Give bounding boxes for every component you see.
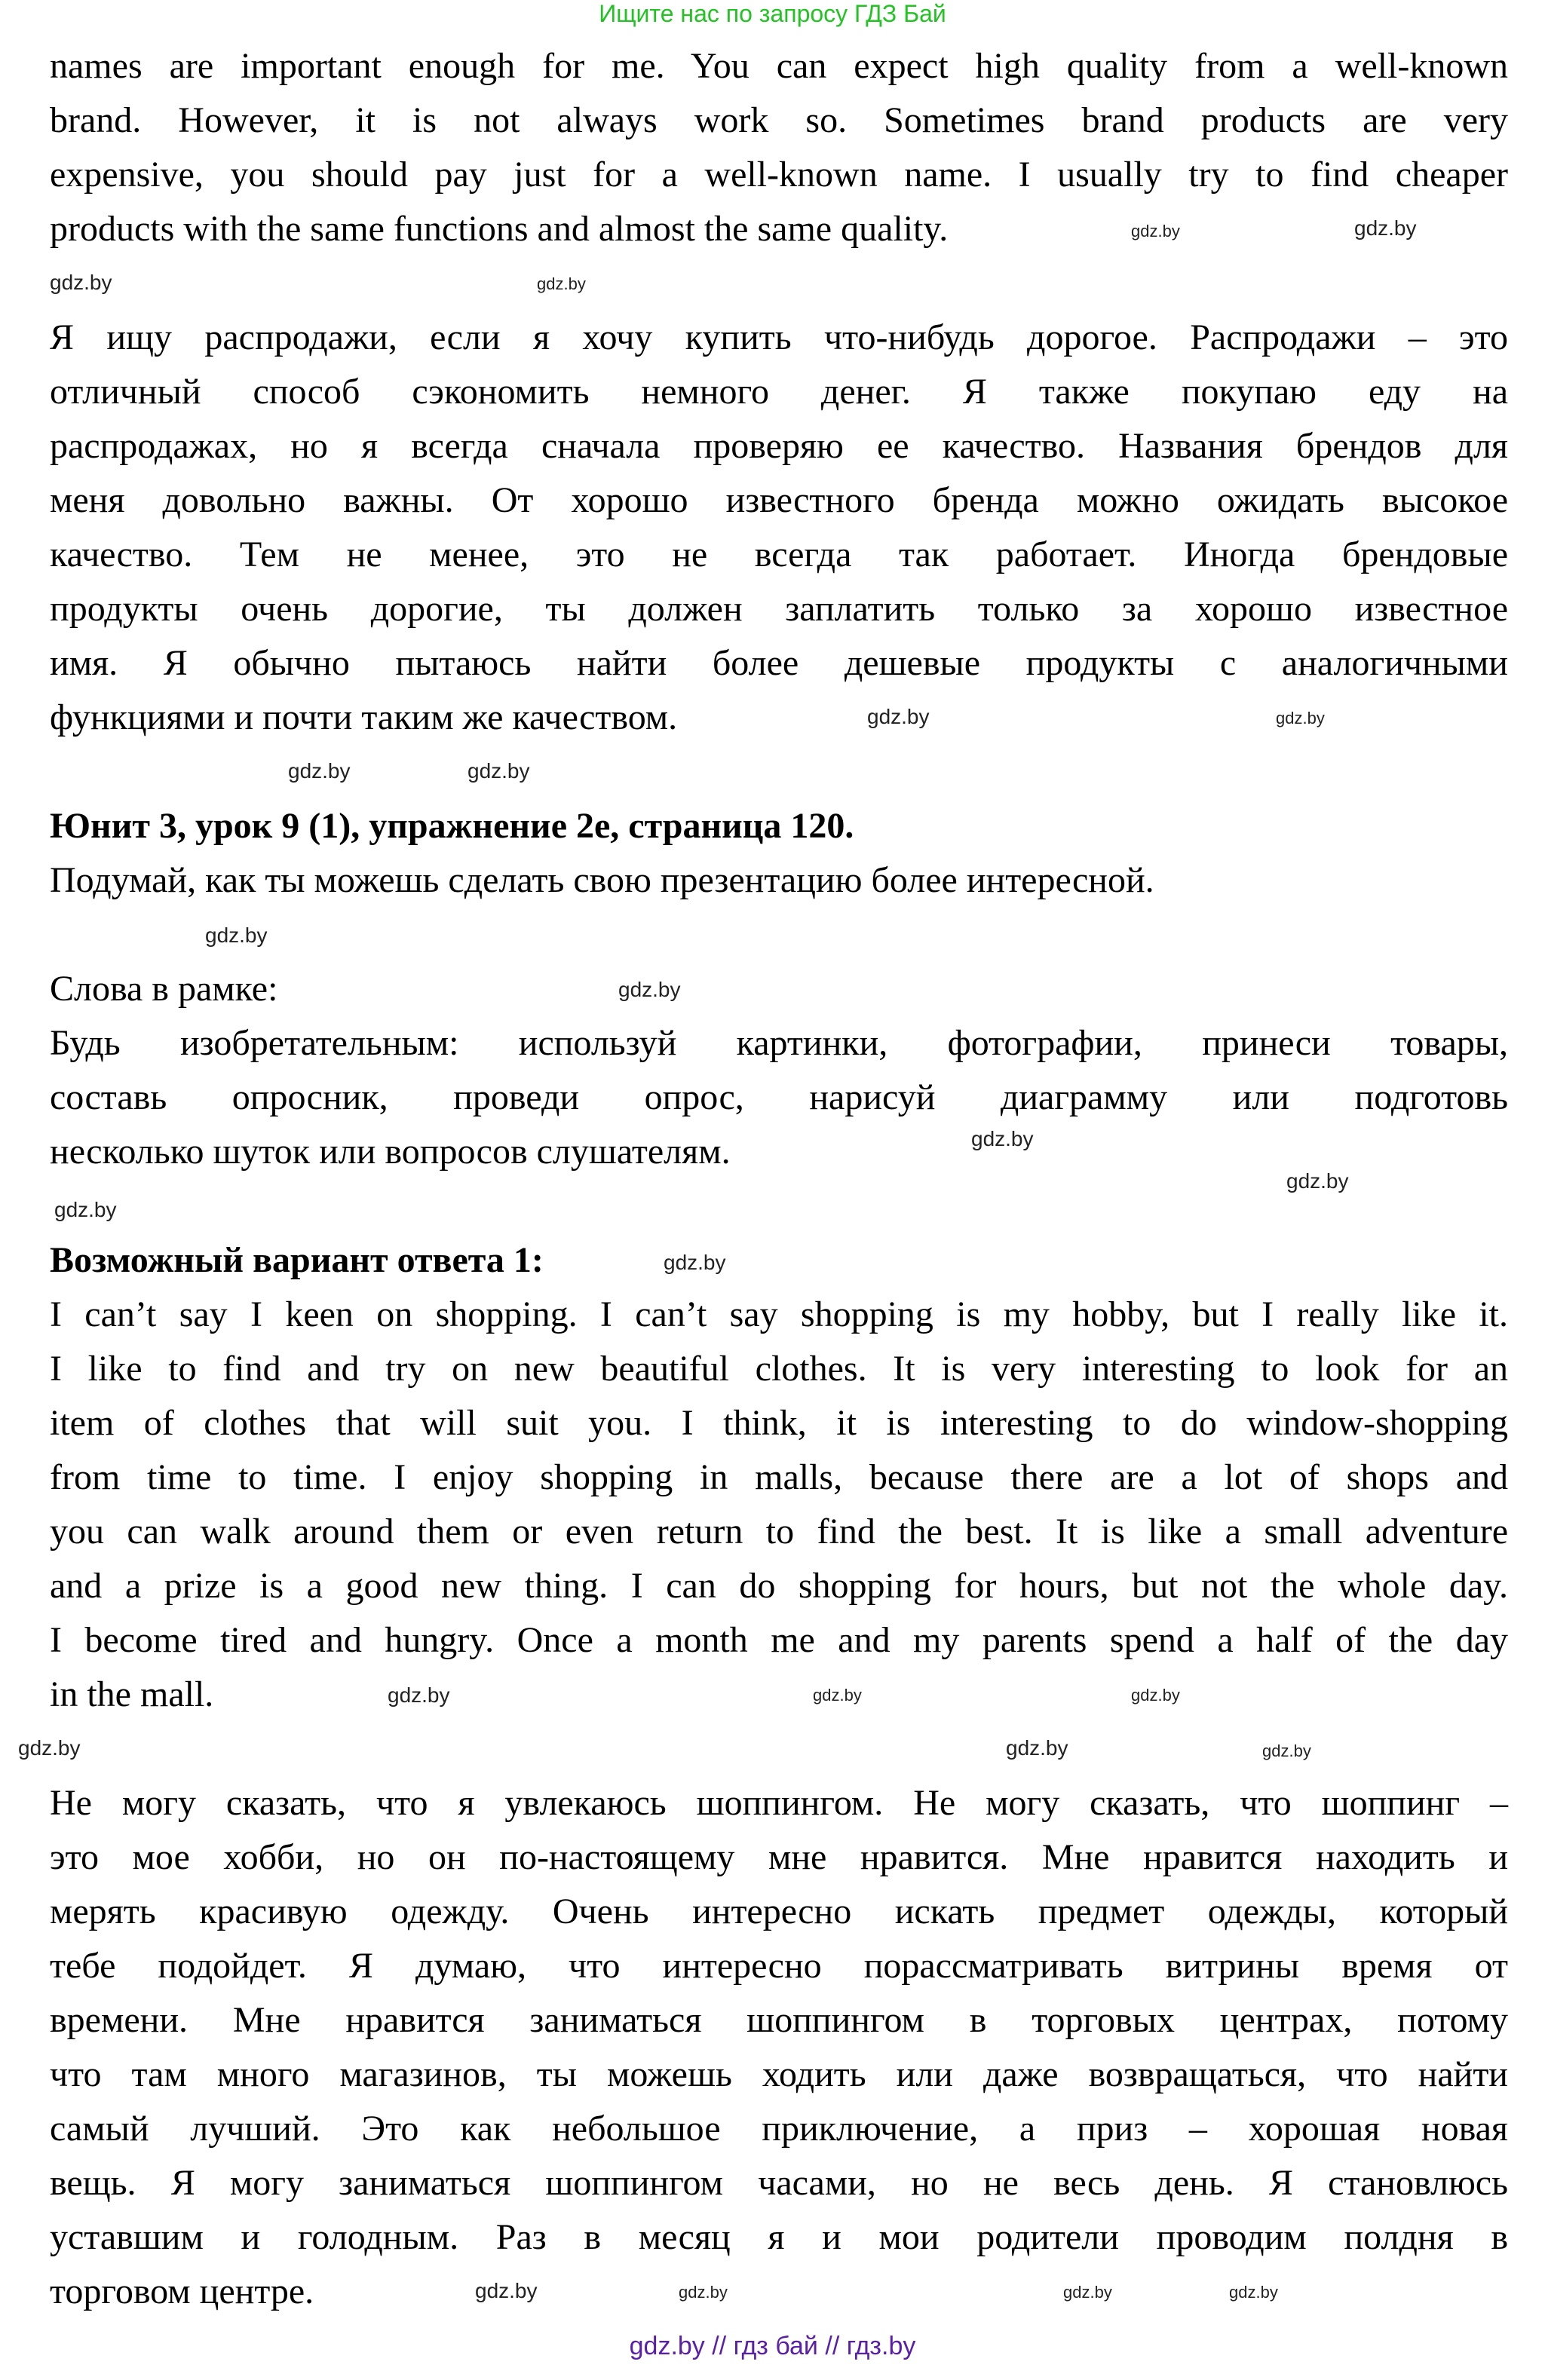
text-line: отличный способ сэкономить немного денег. Я также покупаю еду на <box>50 372 1508 412</box>
watermark: gdz.by <box>1006 1736 1068 1760</box>
paragraph <box>50 1776 1508 2319</box>
watermark: gdz.by <box>50 271 112 294</box>
text-line: Будь изобретательным: используй картинки, фотографии, принеси товары, <box>50 1023 1508 1063</box>
watermark: gdz.by <box>679 2283 728 2302</box>
watermark: gdz.by <box>475 2279 538 2302</box>
paragraph <box>50 311 1508 745</box>
text-line: тебе подойдет. Я думаю, что интересно порассматривать витрины время от <box>50 1946 1508 1986</box>
watermark: gdz.by <box>1131 1686 1180 1705</box>
watermark: gdz.by <box>1131 222 1180 240</box>
section-heading <box>50 799 1508 853</box>
paragraph-gap <box>50 256 1508 311</box>
text-line: item of clothes that will suit you. I think, it is interesting to do window-shopping <box>50 1403 1508 1443</box>
text-line: уставшим и голодным. Раз в месяц я и мои родители проводим полдня в <box>50 2217 1508 2257</box>
watermark: gdz.by <box>388 1683 450 1707</box>
text-line: I become tired and hungry. Once a month me and my parents spend a half of the day <box>50 1620 1508 1660</box>
text-line: in the mall. <box>50 1674 214 1714</box>
watermark: gdz.by <box>54 1198 117 1221</box>
watermark: gdz.by <box>1286 1169 1349 1193</box>
text-line: вещь. Я могу заниматься шоппингом часами, но не весь день. Я становлюсь <box>50 2163 1508 2203</box>
watermark: gdz.by <box>618 978 681 1001</box>
paragraph <box>50 1016 1508 1179</box>
text-line: Слова в рамке: <box>50 969 278 1009</box>
watermark: gdz.by <box>1262 1741 1311 1760</box>
section-heading <box>50 1233 1508 1288</box>
text-line: составь опросник, проведи опрос, нарисуй диаграмму или подготовь <box>50 1077 1508 1117</box>
text-line: это мое хобби, но он по-настоящему мне нравится. Мне нравится находить и <box>50 1837 1508 1877</box>
text-line: expensive, you should pay just for a well-known name. I usually try to find cheaper <box>50 155 1508 195</box>
text-line: продукты очень дорогие, ты должен заплатить только за хорошо известное <box>50 589 1508 629</box>
text-line: names are important enough for me. You can expect high quality from a well-known <box>50 46 1508 86</box>
text-line: Юнит 3, урок 9 (1), упражнение 2е, страница 120. <box>50 806 854 846</box>
text-line: I like to find and try on new beautiful clothes. It is very interesting to look for an <box>50 1349 1508 1389</box>
paragraph <box>50 1288 1508 1722</box>
text-line: products with the same functions and almost the same quality. <box>50 209 949 249</box>
text-line: you can walk around them or even return to find the best. It is like a small adventure <box>50 1512 1508 1551</box>
paragraph <box>50 853 1508 908</box>
watermark: gdz.by <box>1276 709 1325 727</box>
text-line: Не могу сказать, что я увлекаюсь шоппингом. Не могу сказать, что шоппинг – <box>50 1783 1508 1823</box>
watermark: gdz.by <box>1354 216 1417 240</box>
watermark: gdz.by <box>288 759 351 783</box>
text-line: I can’t say I keen on shopping. I can’t say shopping is my hobby, but I really like it. <box>50 1294 1508 1334</box>
text-line: меня довольно важны. От хорошо известного бренда можно ожидать высокое <box>50 480 1508 520</box>
text-line: мерять красивую одежду. Очень интересно искать предмет одежды, который <box>50 1891 1508 1931</box>
footer-links[interactable]: gdz.by // гдз бай // гдз.by <box>629 2332 916 2360</box>
paragraph <box>50 962 1508 1016</box>
text-line: brand. However, it is not always work so. Sometimes brand products are very <box>50 100 1508 140</box>
paragraph-gap <box>50 908 1508 962</box>
text-line: функциями и почти таким же качеством. <box>50 697 678 737</box>
text-line: качество. Тем не менее, это не всегда так работает. Иногда брендовые <box>50 535 1508 574</box>
text-line: что там много магазинов, ты можешь ходить или даже возвращаться, что найти <box>50 2054 1508 2094</box>
watermark: gdz.by <box>205 924 268 947</box>
text-line: распродажах, но я всегда сначала проверяю ее качество. Названия брендов для <box>50 426 1508 466</box>
watermark: gdz.by <box>1063 2283 1112 2302</box>
watermark: gdz.by <box>813 1686 862 1705</box>
text-line: and a prize is a good new thing. I can do shopping for hours, but not the whole day. <box>50 1566 1508 1606</box>
paragraph <box>50 39 1508 256</box>
watermark: gdz.by <box>867 705 930 728</box>
search-banner[interactable]: Ищите нас по запросу ГДЗ Бай <box>599 0 946 27</box>
text-line: несколько шуток или вопросов слушателям. <box>50 1132 731 1172</box>
text-line: Подумай, как ты можешь сделать свою презентацию более интересной. <box>50 860 1154 900</box>
watermark: gdz.by <box>1229 2283 1278 2302</box>
text-line: Я ищу распродажи, если я хочу купить что-нибудь дорогое. Распродажи – это <box>50 317 1508 357</box>
text-line: Возможный вариант ответа 1: <box>50 1240 544 1280</box>
text-line: самый лучший. Это как небольшое приключение, а приз – хорошая новая <box>50 2109 1508 2149</box>
text-line: времени. Мне нравится заниматься шоппингом в торговых центрах, потому <box>50 2000 1508 2040</box>
text-line: имя. Я обычно пытаюсь найти более дешевые продукты с аналогичными <box>50 643 1508 683</box>
watermark: gdz.by <box>467 759 530 783</box>
paragraph-gap <box>50 745 1508 799</box>
watermark: gdz.by <box>971 1127 1034 1150</box>
watermark: gdz.by <box>664 1251 726 1274</box>
watermark: gdz.by <box>537 274 586 293</box>
text-line: from time to time. I enjoy shopping in malls, because there are a lot of shops and <box>50 1457 1508 1497</box>
watermark: gdz.by <box>18 1736 81 1760</box>
text-line: торговом центре. <box>50 2271 314 2311</box>
